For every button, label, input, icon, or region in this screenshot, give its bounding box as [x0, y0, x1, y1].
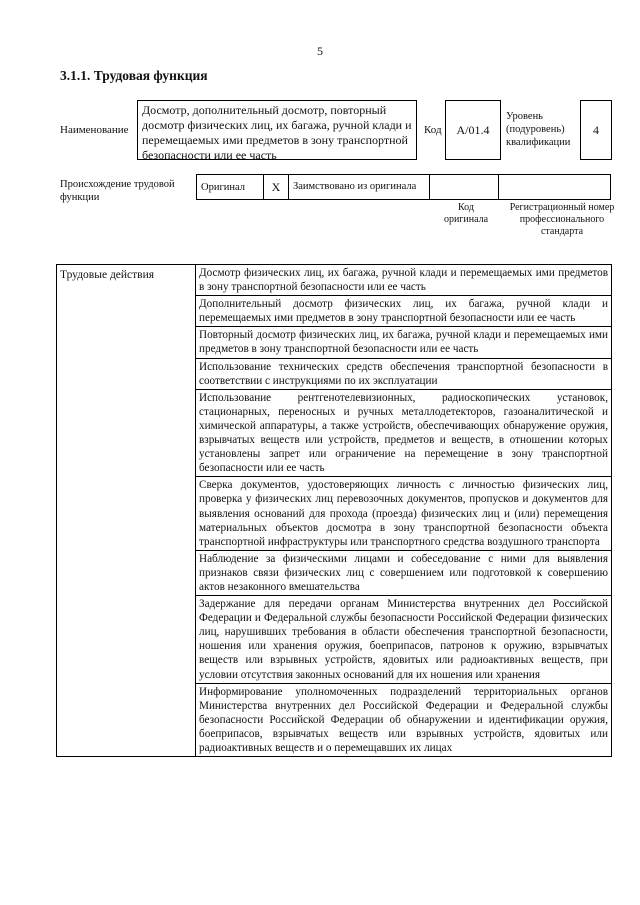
- labor-action-item: Досмотр физических лиц, их багажа, ручной клади и перемещаемых ими предметов в зону транспортной безопасности или ее часть: [196, 265, 612, 296]
- labor-action-item: Повторный досмотр физических лиц, их багажа, ручной клади и перемещаемых ими предметов в зону транспортной безопасности или ее часть: [196, 327, 612, 358]
- page-number: 5: [317, 44, 323, 58]
- labor-actions-label: Трудовые действия: [57, 265, 196, 757]
- labor-action-item: Задержание для передачи органам Министерства внутренних дел Российской Федерации и Федеральной службы безопасности Российской Федерации физических лиц, нарушивших требования в области обеспечения транспортной безопасности, ношения или хранения оружия, боеприпасов, патронов к оружию, взрывчатых веществ или взрывных устройств, ядовитых или радиоактивных веществ, при условии отсутствия законных оснований для их ношения или хранения: [196, 596, 612, 684]
- qualification-level-box: 4: [580, 100, 612, 160]
- origin-label: Происхождение трудовой функции: [60, 179, 175, 203]
- origin-table: [196, 174, 611, 200]
- reg-number-caption: Регистрационный номер профессионального стандарта: [509, 202, 615, 237]
- labor-action-item: Наблюдение за физическими лицами и собеседование с ними для выявления признаков связи физических лиц с совершением или подготовкой к совершению актов незаконного вмешательства: [196, 550, 612, 595]
- section-title: 3.1.1. Трудовая функция: [60, 68, 208, 83]
- original-code-cell: [430, 175, 499, 200]
- name-label: Наименование: [60, 124, 129, 136]
- labor-action-item: Использование технических средств обеспечения транспортной безопасности в соответствии с инструкциями по их эксплуатации: [196, 358, 612, 389]
- function-name-box: Досмотр, дополнительный досмотр, повторный досмотр физических лиц, их багажа, ручной клади и перемещаемых ими предметов в зону транспортной безопасности или ее часть: [137, 100, 417, 160]
- function-code-box: A/01.4: [445, 100, 501, 160]
- code-label: Код: [424, 124, 442, 136]
- original-label: Оригинал: [197, 175, 264, 200]
- table-row: [57, 265, 612, 296]
- labor-action-item: Использование рентгенотелевизионных, радиоскопических установок, стационарных, переносных и ручных металлодетекторов, газоаналитической и химической аппаратуры, а также устройств, обеспечивающих обнаружение оружия, взрывчатых веществ или устройств, предметов и веществ, в отношении которых установлены запрет или ограничение на перемещение в зону транспортной безопасности или ее часть: [196, 389, 612, 477]
- labor-action-item: Сверка документов, удостоверяющих личность с личностью физических лиц, проверка у физических лиц перевозочных документов, пропусков и документов для выявления оснований для прохода (проезда) физических лиц и (или) перемещения материальных объектов досмотра в зону транспортной безопасности объекта транспортной инфраструктуры или транспортного средства воздушного транспорта: [196, 477, 612, 550]
- original-mark: X: [264, 175, 289, 200]
- borrowed-label: Заимствовано из оригинала: [289, 175, 430, 200]
- original-code-caption: Код оригинала: [443, 202, 489, 225]
- qualification-level-label: Уровень (подуровень) квалификации: [506, 111, 571, 148]
- labor-action-item: Дополнительный досмотр физических лиц, их багажа, ручной клади и перемещаемых ими предметов в зону транспортной безопасности или ее часть: [196, 296, 612, 327]
- labor-actions-table: [56, 264, 612, 757]
- labor-action-item: Информирование уполномоченных подразделений территориальных органов Министерства внутренних дел Российской Федерации и Федеральной службы безопасности Российской Федерации об обнаружении и идентификации оружия, боеприпасов, взрывчатых веществ или взрывных устройств, ядовитых или радиоактивных веществ и о перемещавших их лицах: [196, 683, 612, 756]
- reg-number-cell: [499, 175, 611, 200]
